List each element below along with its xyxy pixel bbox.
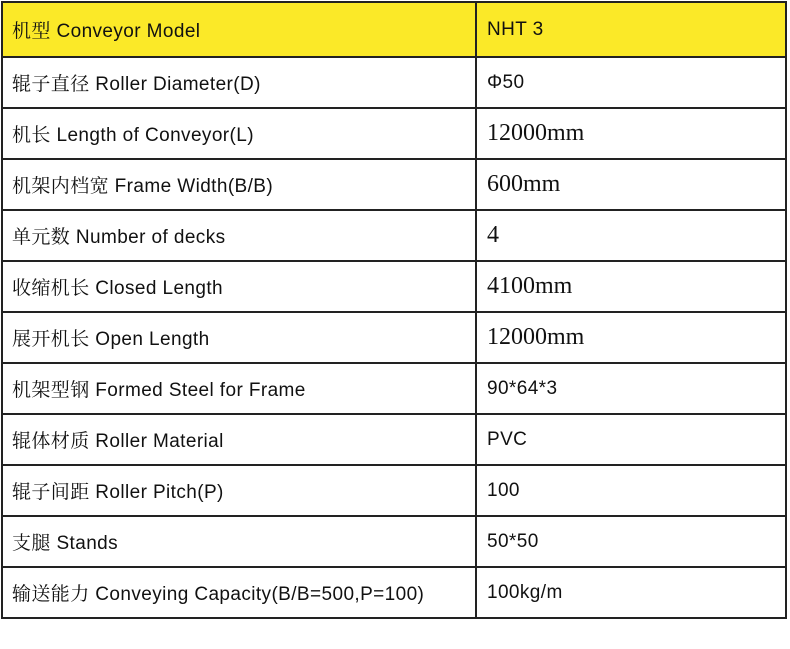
row-label: 单元数 Number of decks — [2, 210, 476, 261]
row-label: 辊体材质 Roller Material — [2, 414, 476, 465]
row-value: 100 — [476, 465, 786, 516]
table-row — [2, 567, 786, 618]
row-value: 90*64*3 — [476, 363, 786, 414]
table-row — [2, 261, 786, 312]
row-value: 4100mm — [476, 261, 786, 312]
row-value: 50*50 — [476, 516, 786, 567]
table-header-row — [2, 2, 786, 57]
header-value: NHT 3 — [476, 2, 786, 57]
table-row — [2, 159, 786, 210]
table-row — [2, 210, 786, 261]
table-row — [2, 363, 786, 414]
table-row — [2, 414, 786, 465]
header-label: 机型 Conveyor Model — [2, 2, 476, 57]
row-value: 600mm — [476, 159, 786, 210]
row-value: PVC — [476, 414, 786, 465]
conveyor-spec-table — [1, 1, 787, 619]
row-value: 100kg/m — [476, 567, 786, 618]
row-label: 机长 Length of Conveyor(L) — [2, 108, 476, 159]
table-row — [2, 465, 786, 516]
table-row — [2, 57, 786, 108]
row-label: 机架内档宽 Frame Width(B/B) — [2, 159, 476, 210]
row-label: 机架型钢 Formed Steel for Frame — [2, 363, 476, 414]
table-row — [2, 108, 786, 159]
table-row — [2, 312, 786, 363]
row-value: 4 — [476, 210, 786, 261]
table-row — [2, 516, 786, 567]
row-value: 12000mm — [476, 312, 786, 363]
row-label: 辊子间距 Roller Pitch(P) — [2, 465, 476, 516]
row-value: 12000mm — [476, 108, 786, 159]
row-label: 支腿 Stands — [2, 516, 476, 567]
row-label: 收缩机长 Closed Length — [2, 261, 476, 312]
row-value: Φ50 — [476, 57, 786, 108]
row-label: 输送能力 Conveying Capacity(B/B=500,P=100) — [2, 567, 476, 618]
row-label: 辊子直径 Roller Diameter(D) — [2, 57, 476, 108]
row-label: 展开机长 Open Length — [2, 312, 476, 363]
